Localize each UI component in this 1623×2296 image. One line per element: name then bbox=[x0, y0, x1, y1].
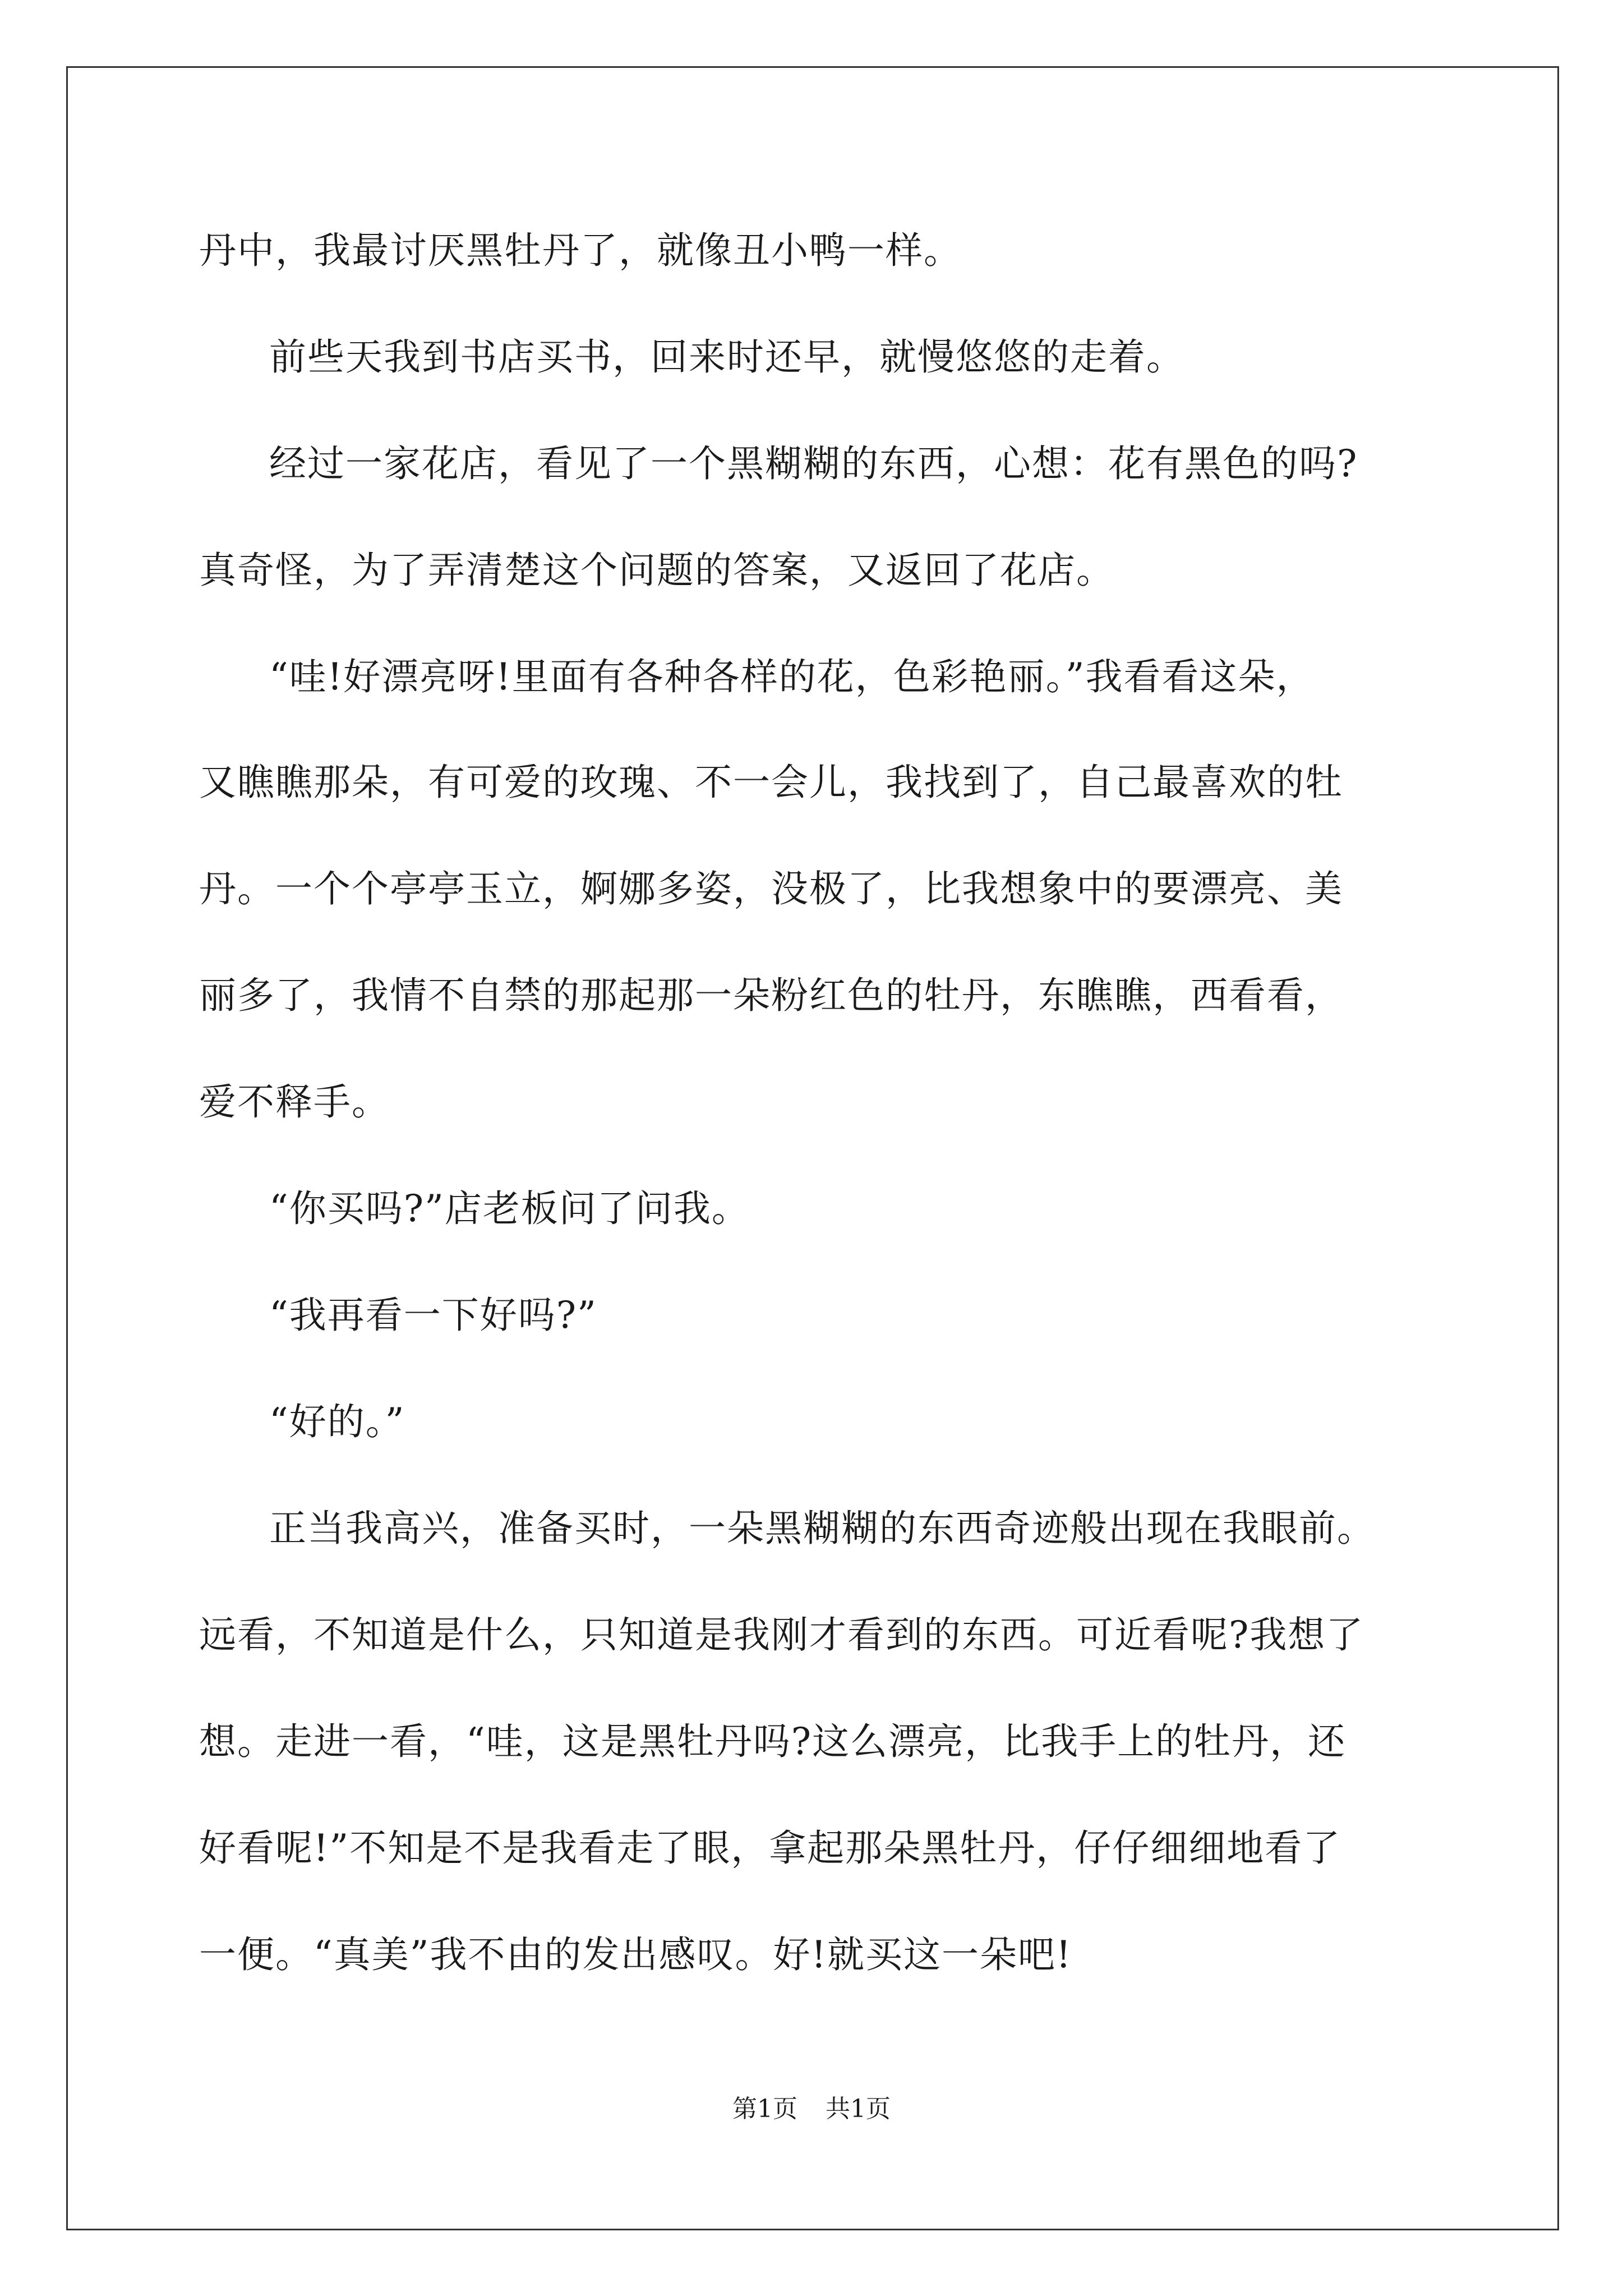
text-line: 经过一家花店，看见了一个黑糊糊的东西，心想：花有黑色的吗? bbox=[269, 442, 1358, 485]
text-line: 远看，不知道是什么，只知道是我刚才看到的东西。可近看呢?我想了 bbox=[199, 1613, 1364, 1657]
text-line: 又瞧瞧那朵，有可爱的玫瑰、不一会儿，我找到了，自己最喜欢的牡 bbox=[199, 761, 1343, 804]
text-line: 丹中，我最讨厌黑牡丹了，就像丑小鸭一样。 bbox=[199, 229, 962, 272]
text-line: “好的。” bbox=[269, 1400, 405, 1443]
text-line: 正当我高兴，准备买时，一朵黑糊糊的东西奇迹般出现在我眼前。 bbox=[269, 1507, 1375, 1550]
page-footer bbox=[0, 2092, 1623, 2126]
text-line: 丽多了，我情不自禁的那起那一朵粉红色的牡丹，东瞧瞧，西看看， bbox=[199, 974, 1343, 1017]
text-line: “哇!好漂亮呀!里面有各种各样的花，色彩艳丽。”我看看这朵， bbox=[269, 655, 1315, 698]
text-line: 想。走进一看，“哇，这是黑牡丹吗?这么漂亮，比我手上的牡丹，还 bbox=[199, 1720, 1347, 1763]
text-line: 丹。一个个亭亭玉立，婀娜多姿，没极了，比我想象中的要漂亮、美 bbox=[199, 867, 1343, 910]
text-line: “你买吗?”店老板问了问我。 bbox=[269, 1187, 750, 1230]
page-number: 第1页 bbox=[732, 2095, 797, 2123]
text-line: “我再看一下好吗?” bbox=[269, 1294, 597, 1337]
page-total: 共1页 bbox=[826, 2095, 891, 2123]
text-line: 爱不释手。 bbox=[199, 1080, 390, 1124]
text-line: 好看呢!”不知是不是我看走了眼，拿起那朵黑牡丹，仔仔细细地看了 bbox=[199, 1826, 1341, 1870]
page-border bbox=[66, 66, 1559, 2230]
text-line: 前些天我到书店买书，回来时还早，就慢悠悠的走着。 bbox=[269, 335, 1184, 379]
text-line: 真奇怪，为了弄清楚这个问题的答案，又返回了花店。 bbox=[199, 549, 1114, 592]
text-line: 一便。“真美”我不由的发出感叹。好!就买这一朵吧! bbox=[199, 1933, 1072, 1976]
